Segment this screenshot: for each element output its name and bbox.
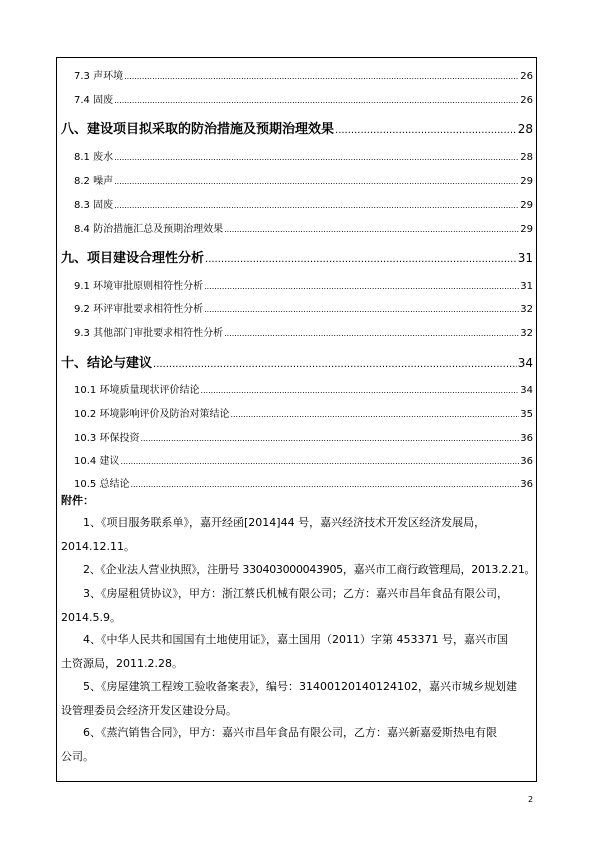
toc-entry-10-2[interactable] bbox=[74, 405, 533, 419]
toc-label: 9.1 环境审批原则相符性分析 bbox=[74, 281, 204, 291]
toc-page: 36 bbox=[520, 433, 533, 443]
toc-label: 10.2 环境影响评价及防治对策结论 bbox=[74, 409, 230, 419]
toc-entry-10-3[interactable] bbox=[74, 429, 533, 443]
toc-label: 10.5 总结论 bbox=[74, 479, 130, 489]
toc-page: 35 bbox=[520, 409, 533, 419]
toc-leader bbox=[230, 410, 519, 419]
toc-leader bbox=[200, 386, 519, 395]
toc-entry-9-1[interactable] bbox=[74, 277, 533, 291]
toc-page: 31 bbox=[520, 281, 533, 291]
toc-page: 29 bbox=[520, 224, 533, 234]
toc-entry-8-4[interactable] bbox=[74, 220, 533, 234]
toc-leader bbox=[124, 72, 519, 81]
attachment-item bbox=[61, 511, 533, 558]
attachment-item bbox=[61, 721, 533, 768]
toc-entry-9-2[interactable] bbox=[74, 300, 533, 314]
toc-label: 10.1 环境质量现状评价结论 bbox=[74, 385, 200, 395]
toc-label: 8.2 噪声 bbox=[74, 176, 114, 186]
toc-label: 7.3 声环境 bbox=[74, 71, 124, 81]
attachment-line: 2、《企业法人营业执照》，注册号 330403000043905，嘉兴市工商行政管理局，2013.2.21。 bbox=[83, 563, 536, 576]
toc-page: 32 bbox=[520, 328, 533, 338]
toc-leader bbox=[224, 225, 519, 234]
toc-entry-10-5[interactable] bbox=[74, 475, 533, 489]
attachment-line: 2014.5.9。 bbox=[61, 610, 121, 624]
toc-leader bbox=[130, 480, 519, 489]
page-number: 2 bbox=[528, 795, 534, 804]
toc-page: 29 bbox=[520, 200, 533, 210]
toc-entry-8-3[interactable] bbox=[74, 196, 533, 210]
toc-page: 31 bbox=[517, 251, 533, 265]
attachment-line: 5、《房屋建筑工程竣工验收备案表》，编号：31400120140124102，嘉兴市城乡规划建 bbox=[83, 680, 517, 693]
attachment-line: 6、《蒸汽销售合同》，甲方：嘉兴市昌年食品有限公司，乙方：嘉兴新嘉爱斯热电有限 bbox=[83, 726, 497, 739]
toc-leader bbox=[335, 125, 517, 136]
toc-entry-8-1[interactable] bbox=[74, 148, 533, 162]
toc-leader bbox=[224, 329, 519, 338]
attachment-item bbox=[61, 628, 533, 675]
toc-leader bbox=[114, 201, 519, 210]
toc-label: 8.4 防治措施汇总及预期治理效果 bbox=[74, 224, 224, 234]
toc-label: 7.4 固废 bbox=[74, 95, 114, 105]
toc-leader bbox=[140, 434, 519, 443]
toc-page: 32 bbox=[520, 304, 533, 314]
toc-leader bbox=[204, 282, 519, 291]
attachments-heading: 附件： bbox=[61, 494, 94, 507]
attachment-line: 公司。 bbox=[61, 749, 94, 763]
toc-label: 9.2 环评审批要求相符性分析 bbox=[74, 304, 204, 314]
toc-leader bbox=[114, 96, 519, 105]
toc-page: 26 bbox=[520, 95, 533, 105]
toc-leader bbox=[153, 359, 517, 370]
toc-chapter-9[interactable] bbox=[61, 247, 533, 265]
toc-page: 28 bbox=[520, 152, 533, 162]
toc-page: 36 bbox=[520, 456, 533, 466]
toc-leader bbox=[114, 177, 519, 186]
toc-label: 八、建设项目拟采取的防治措施及预期治理效果 bbox=[61, 122, 335, 136]
attachment-line: 1、《项目服务联系单》，嘉开经函[2014]44 号，嘉兴经济技术开发区经济发展局， bbox=[83, 516, 486, 529]
toc-entry-7-4[interactable] bbox=[74, 91, 533, 105]
toc-label: 8.1 废水 bbox=[74, 152, 114, 162]
toc-page: 34 bbox=[520, 385, 533, 395]
toc-page: 26 bbox=[520, 71, 533, 81]
toc-label: 10.4 建议 bbox=[74, 456, 120, 466]
attachment-item bbox=[61, 558, 536, 582]
toc-page: 34 bbox=[517, 356, 533, 370]
attachment-line: 4、《中华人民共和国国有土地使用证》，嘉土国用（2011）字第 453371 号，嘉兴市国 bbox=[83, 633, 508, 646]
toc-leader bbox=[114, 153, 519, 162]
toc-chapter-8[interactable] bbox=[61, 118, 533, 136]
toc-page: 36 bbox=[520, 479, 533, 489]
attachment-line: 3、《房屋租赁协议》，甲方：浙江蔡氏机械有限公司；乙方：嘉兴市昌年食品有限公司， bbox=[83, 587, 508, 600]
attachment-line: 土资源局，2011.2.28。 bbox=[61, 656, 183, 670]
toc-leader bbox=[205, 254, 517, 265]
toc-label: 九、项目建设合理性分析 bbox=[61, 251, 205, 265]
attachment-item bbox=[61, 675, 533, 722]
toc-leader bbox=[120, 457, 519, 466]
toc-page: 29 bbox=[520, 176, 533, 186]
toc-page: 28 bbox=[517, 122, 533, 136]
attachment-line: 设管理委员会经济开发区建设分局。 bbox=[61, 703, 237, 717]
toc-chapter-10[interactable] bbox=[61, 352, 533, 370]
toc-entry-10-1[interactable] bbox=[74, 381, 533, 395]
toc-leader bbox=[204, 305, 519, 314]
toc-entry-7-3[interactable] bbox=[74, 67, 533, 81]
toc-label: 8.3 固废 bbox=[74, 200, 114, 210]
toc-label: 10.3 环保投资 bbox=[74, 433, 140, 443]
attachment-line: 2014.12.11。 bbox=[61, 539, 135, 553]
toc-entry-8-2[interactable] bbox=[74, 172, 533, 186]
toc-entry-10-4[interactable] bbox=[74, 452, 533, 466]
attachment-item bbox=[61, 582, 533, 629]
toc-label: 9.3 其他部门审批要求相符性分析 bbox=[74, 328, 224, 338]
toc-label: 十、结论与建议 bbox=[61, 356, 153, 370]
toc-entry-9-3[interactable] bbox=[74, 324, 533, 338]
